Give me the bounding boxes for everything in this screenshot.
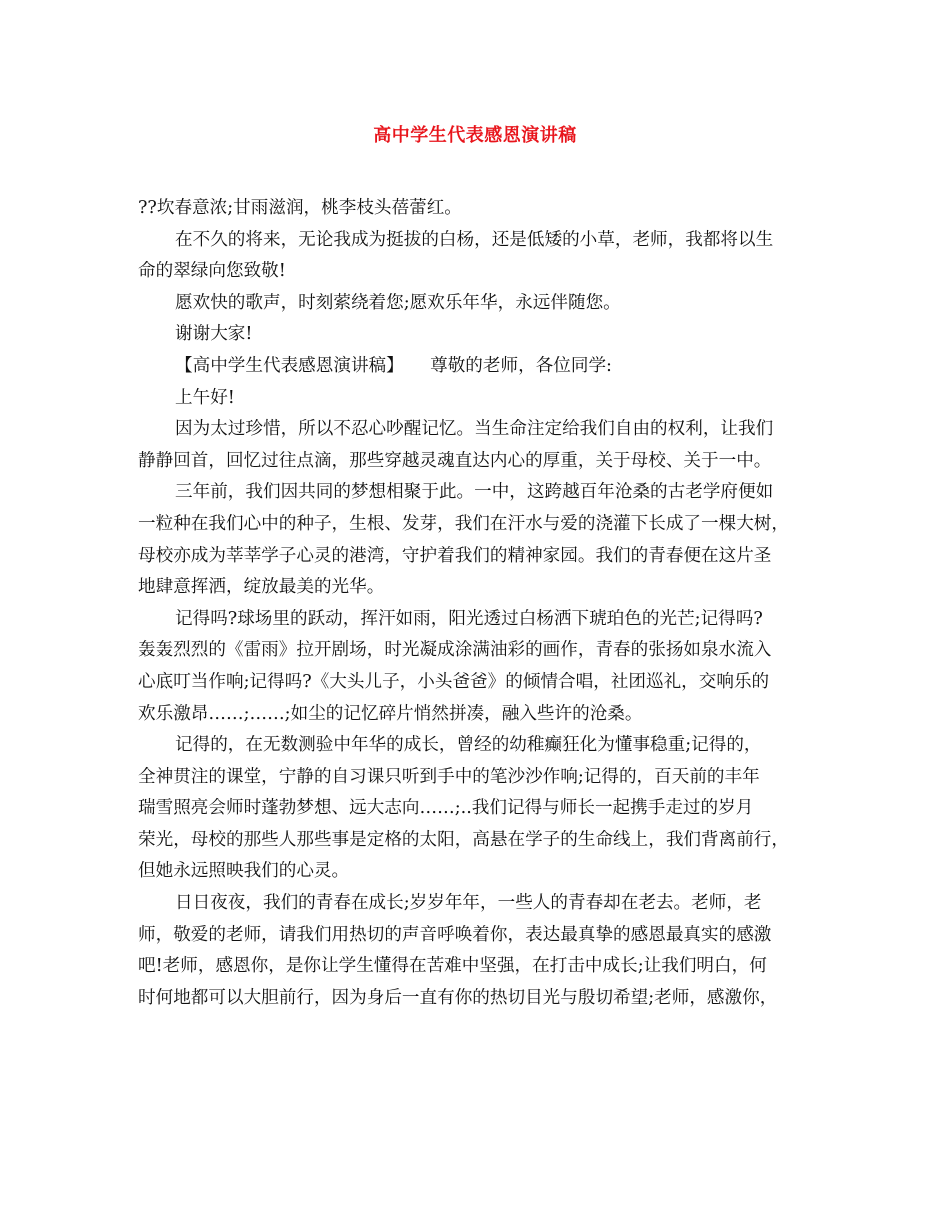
- text-line: 一粒种在我们心中的种子，生根、发芽，我们在汗水与爱的浇灌下长成了一棵大树，: [138, 513, 789, 534]
- text-line: 【高中学生代表感恩演讲稿】 尊敬的老师，各位同学:: [175, 355, 612, 376]
- text-line: 日日夜夜，我们的青春在成长;岁岁年年，一些人的青春却在老去。老师，老: [175, 893, 762, 914]
- text-line: ??坎春意浓;甘雨滋润，桃李枝头蓓蕾红。: [138, 198, 462, 218]
- text-line: 因为太过珍惜，所以不忍心吵醒记忆。当生命注定给我们自由的权利，让我们: [175, 419, 774, 440]
- text-line: 欢乐激昂……;……;如尘的记忆碎片悄然拼凑，融入些许的沧桑。: [138, 703, 643, 724]
- text-line: 师，敬爱的老师，请我们用热切的声音呼唤着你，表达最真挚的感恩最真实的感激: [138, 924, 772, 945]
- document-body: [138, 193, 828, 1014]
- text-line: 上午好!: [175, 387, 235, 408]
- text-line: 时何地都可以大胆前行，因为身后一直有你的热切目光与殷切希望;老师，感激你，: [138, 987, 778, 1008]
- document-title: 高中学生代表感恩演讲稿: [373, 125, 577, 146]
- text-line: 谢谢大家!: [175, 324, 253, 345]
- text-line: 母校亦成为莘莘学子心灵的港湾，守护着我们的精神家园。我们的青春便在这片圣: [138, 545, 772, 566]
- text-line: 记得的，在无数测验中年华的成长，曾经的幼稚癫狂化为懂事稳重;记得的，: [175, 735, 762, 756]
- text-line: 三年前，我们因共同的梦想相聚于此。一中，这跨越百年沧桑的古老学府便如: [175, 482, 774, 503]
- text-line: 全神贯注的课堂，宁静的自习课只听到手中的笔沙沙作响;记得的，百天前的丰年: [138, 766, 760, 787]
- text-line: 命的翠绿向您致敬!: [138, 261, 286, 282]
- text-line: 但她永远照映我们的心灵。: [138, 861, 350, 882]
- text-line: 在不久的将来，无论我成为挺拔的白杨，还是低矮的小草，老师，我都将以生: [175, 229, 774, 250]
- text-line: 荣光，母校的那些人那些事是定格的太阳，高悬在学子的生命线上，我们背离前行，: [138, 829, 789, 850]
- text-line: 地肆意挥洒，绽放最美的光华。: [138, 577, 385, 598]
- text-line: 静静回首，回忆过往点滴，那些穿越灵魂直达内心的厚重，关于母校、关于一中。: [138, 450, 772, 471]
- text-line: 心底叮当作响;记得吗?《大头儿子，小头爸爸》的倾情合唱，社团巡礼，交响乐的: [138, 671, 770, 692]
- text-line: 瑞雪照亮会师时蓬勃梦想、远大志向……;..我们记得与师长一起携手走过的岁月: [138, 798, 754, 819]
- text-line: 吧!老师，感恩你，是你让学生懂得在苦难中坚强，在打击中成长;让我们明白，何: [138, 956, 767, 977]
- text-line: 轰轰烈烈的《雷雨》拉开剧场，时光凝成涂满油彩的画作，青春的张扬如泉水流入: [138, 640, 772, 661]
- text-line: 记得吗?球场里的跃动，挥汗如雨，阳光透过白杨洒下琥珀色的光芒;记得吗?: [175, 608, 763, 629]
- text-line: 愿欢快的歌声，时刻萦绕着您;愿欢乐年华，永远伴随您。: [175, 292, 621, 313]
